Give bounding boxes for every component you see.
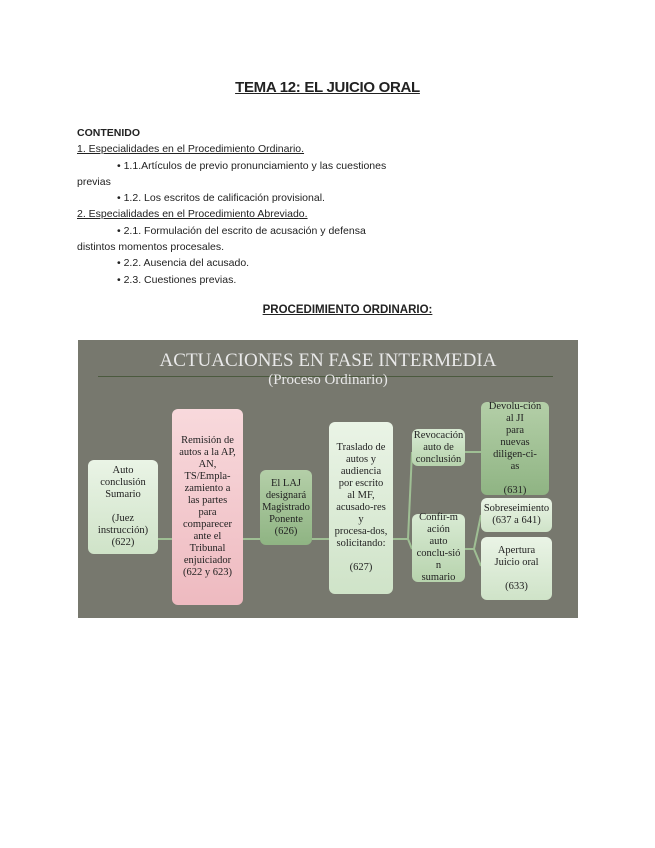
toc-item-1-1-cont: previas — [77, 175, 111, 188]
flow-diagram — [78, 340, 578, 618]
box-traslado-autos: Traslado de autos y audiencia por escrito al MF, acusado-res y procesa-dos, solicitando: (627) — [329, 422, 393, 594]
toc-item-2-2: • 2.2. Ausencia del acusado. — [117, 257, 250, 270]
toc-item-2: 2. Especialidades en el Procedimiento Abreviado. — [77, 208, 308, 221]
box-auto-conclusion: Auto conclusión Sumario (Juez instrucción) (622) — [88, 460, 158, 554]
table-of-contents — [77, 125, 397, 288]
diagram-title: ACTUACIONES EN FASE INTERMEDIA — [159, 350, 497, 371]
toc-item-2-1: • 2.1. Formulación del escrito de acusación y defensa — [117, 224, 366, 237]
box-apertura-juicio: Apertura Juicio oral (633) — [481, 537, 552, 600]
box-devolucion: Devolu-ción al JI para nuevas diligen-ci- as (631) — [481, 402, 549, 495]
diagram-subtitle: (Proceso Ordinario) — [268, 372, 388, 388]
toc-item-1: 1. Especialidades en el Procedimiento Ordinario. — [77, 143, 305, 156]
toc-item-2-1-cont: distintos momentos procesales. — [77, 241, 225, 254]
box-sobreseimiento: Sobreseimiento (637 a 641) — [481, 498, 552, 532]
box-remision-autos: Remisión de autos a la AP, AN, TS/Empla- zamiento a las partes para comparecer ante el Tribunal enjuiciador (622 y 623) — [172, 409, 243, 605]
toc-item-1-1: • 1.1.Artículos de previo pronunciamiento y las cuestiones — [117, 159, 387, 172]
toc-item-2-3: • 2.3. Cuestiones previas. — [117, 273, 237, 286]
box-revocacion: Revocación auto de conclusión — [413, 429, 464, 465]
page-title: TEMA 12: EL JUICIO ORAL — [235, 79, 420, 96]
toc-item-1-2: • 1.2. Los escritos de calificación provisional. — [117, 192, 325, 205]
section-title: PROCEDIMIENTO ORDINARIO: — [262, 304, 433, 316]
box-laj-ponente: El LAJ designará Magistrado Ponente (626) — [260, 470, 312, 545]
contents-heading: CONTENIDO — [77, 127, 140, 139]
box-confirmacion: Confir-m ación auto conclu-sió n sumario — [412, 514, 465, 582]
